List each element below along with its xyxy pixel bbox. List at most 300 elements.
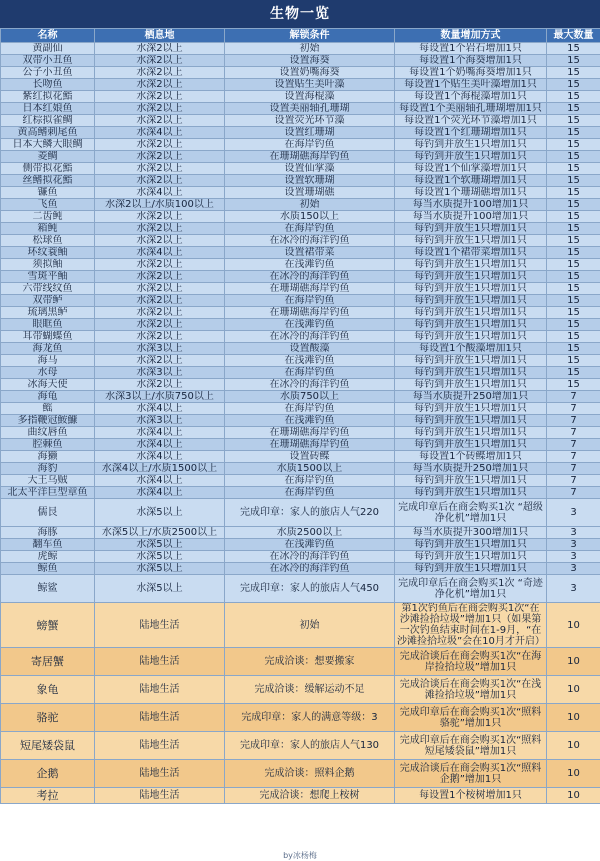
cell-unlock-condition: 设置红珊瑚 bbox=[225, 127, 395, 139]
table-row bbox=[1, 704, 600, 732]
cell-habitat: 水深2以上 bbox=[95, 91, 225, 103]
cell-unlock-condition: 在海岸钓鱼 bbox=[225, 475, 395, 487]
cell-unlock-condition: 完成洽谈：想爬上桉树 bbox=[225, 788, 395, 804]
cell-increase-method: 每钓到并放生1只增加1只 bbox=[395, 475, 547, 487]
cell-max-count: 3 bbox=[547, 575, 600, 603]
cell-unlock-condition: 完成洽谈：照料企鹅 bbox=[225, 760, 395, 788]
cell-habitat: 水深3以上 bbox=[95, 343, 225, 355]
cell-habitat: 水深2以上 bbox=[95, 271, 225, 283]
table-row bbox=[1, 115, 600, 127]
table-row bbox=[1, 211, 600, 223]
cell-unlock-condition: 设置荧光环节藻 bbox=[225, 115, 395, 127]
table-row bbox=[1, 223, 600, 235]
cell-habitat: 陆地生活 bbox=[95, 676, 225, 704]
cell-habitat: 水深2以上 bbox=[95, 259, 225, 271]
cell-unlock-condition: 在海岸钓鱼 bbox=[225, 367, 395, 379]
cell-increase-method: 完成印章后在商会购买1次“照料短尾矮袋鼠”增加1只 bbox=[395, 732, 547, 760]
author-credit: by冰杨梅 bbox=[0, 851, 600, 861]
cell-habitat: 水深2以上 bbox=[95, 103, 225, 115]
cell-name: 松球鱼 bbox=[1, 235, 95, 247]
cell-name: 鲸鱼 bbox=[1, 563, 95, 575]
cell-name: 雪斑平鲉 bbox=[1, 271, 95, 283]
cell-name: 多指鞭冠鮟鱇 bbox=[1, 415, 95, 427]
cell-unlock-condition: 水质750以上 bbox=[225, 391, 395, 403]
cell-habitat: 水深2以上 bbox=[95, 355, 225, 367]
cell-increase-method: 完成洽谈后在商会购买1次“在海岸捡拾垃圾”增加1只 bbox=[395, 648, 547, 676]
cell-habitat: 水深2以上 bbox=[95, 139, 225, 151]
cell-increase-method: 每设置1个海棍藻增加1只 bbox=[395, 91, 547, 103]
cell-increase-method: 每钓到并放生1只增加1只 bbox=[395, 151, 547, 163]
cell-unlock-condition: 在海岸钓鱼 bbox=[225, 403, 395, 415]
table-row bbox=[1, 175, 600, 187]
table-row bbox=[1, 551, 600, 563]
cell-name: 曲纹唇鱼 bbox=[1, 427, 95, 439]
table-row bbox=[1, 79, 600, 91]
cell-max-count: 3 bbox=[547, 499, 600, 527]
cell-max-count: 7 bbox=[547, 391, 600, 403]
cell-name: 骆驼 bbox=[1, 704, 95, 732]
cell-habitat: 水深2以上 bbox=[95, 319, 225, 331]
table-row bbox=[1, 127, 600, 139]
cell-habitat: 水深5以上 bbox=[95, 563, 225, 575]
cell-habitat: 水深4以上 bbox=[95, 487, 225, 499]
cell-name: 翻车鱼 bbox=[1, 539, 95, 551]
cell-habitat: 水深4以上 bbox=[95, 427, 225, 439]
table-row bbox=[1, 732, 600, 760]
cell-name: 海龙鱼 bbox=[1, 343, 95, 355]
cell-habitat: 水深5以上 bbox=[95, 551, 225, 563]
cell-increase-method: 完成印章后在商会购买1次 “奇迹净化机”增加1只 bbox=[395, 575, 547, 603]
cell-increase-method: 每设置1个奶嘴海葵增加1只 bbox=[395, 67, 547, 79]
table-row bbox=[1, 139, 600, 151]
cell-max-count: 15 bbox=[547, 115, 600, 127]
cell-increase-method: 第1次钓鱼后在商会购买1次“在沙滩捡拾垃圾”增加1只（如果第一次钓鱼结束时间在1-9月，“在沙滩捡拾垃圾”会在10月才开启） bbox=[395, 603, 547, 648]
table-row bbox=[1, 475, 600, 487]
cell-name: 菱鲷 bbox=[1, 151, 95, 163]
table-row bbox=[1, 271, 600, 283]
cell-max-count: 15 bbox=[547, 379, 600, 391]
cell-name: 耳带蝴蝶鱼 bbox=[1, 331, 95, 343]
cell-max-count: 10 bbox=[547, 603, 600, 648]
cell-habitat: 水深2以上 bbox=[95, 115, 225, 127]
page-title: 生物一览 bbox=[0, 0, 600, 28]
cell-increase-method: 每钓到并放生1只增加1只 bbox=[395, 235, 547, 247]
cell-habitat: 水深4以上 bbox=[95, 403, 225, 415]
cell-increase-method: 每钓到并放生1只增加1只 bbox=[395, 427, 547, 439]
cell-increase-method: 每钓到并放生1只增加1只 bbox=[395, 439, 547, 451]
cell-max-count: 15 bbox=[547, 235, 600, 247]
cell-unlock-condition: 水质150以上 bbox=[225, 211, 395, 223]
cell-name: 公子小丑鱼 bbox=[1, 67, 95, 79]
table-row bbox=[1, 67, 600, 79]
cell-max-count: 10 bbox=[547, 676, 600, 704]
cell-unlock-condition: 设置珊瑚礁 bbox=[225, 187, 395, 199]
cell-habitat: 水深2以上 bbox=[95, 163, 225, 175]
cell-max-count: 15 bbox=[547, 355, 600, 367]
table-row bbox=[1, 283, 600, 295]
cell-habitat: 水深5以上/水质2500以上 bbox=[95, 527, 225, 539]
cell-max-count: 7 bbox=[547, 487, 600, 499]
cell-increase-method: 每设置1个荧光环节藻增加1只 bbox=[395, 115, 547, 127]
cell-name: 冰海天使 bbox=[1, 379, 95, 391]
cell-unlock-condition: 在冰冷的海洋钓鱼 bbox=[225, 379, 395, 391]
cell-unlock-condition: 设置仙掌藻 bbox=[225, 163, 395, 175]
cell-max-count: 15 bbox=[547, 343, 600, 355]
cell-increase-method: 每当水质提升100增加1只 bbox=[395, 211, 547, 223]
table-row bbox=[1, 403, 600, 415]
cell-name: 海豚 bbox=[1, 527, 95, 539]
cell-increase-method: 每当水质提升100增加1只 bbox=[395, 199, 547, 211]
cell-increase-method: 每钓到并放生1只增加1只 bbox=[395, 223, 547, 235]
cell-habitat: 陆地生活 bbox=[95, 648, 225, 676]
cell-name: 虎鲸 bbox=[1, 551, 95, 563]
cell-max-count: 7 bbox=[547, 427, 600, 439]
cell-habitat: 水深2以上/水质100以上 bbox=[95, 199, 225, 211]
table-body bbox=[1, 43, 600, 804]
cell-habitat: 水深4以上 bbox=[95, 475, 225, 487]
cell-habitat: 水深2以上 bbox=[95, 151, 225, 163]
table-row bbox=[1, 319, 600, 331]
cell-unlock-condition: 初始 bbox=[225, 603, 395, 648]
cell-name: 镰鱼 bbox=[1, 187, 95, 199]
cell-name: 寄居蟹 bbox=[1, 648, 95, 676]
cell-increase-method: 完成印章后在商会购买1次“照料骆驼”增加1只 bbox=[395, 704, 547, 732]
cell-name: 海马 bbox=[1, 355, 95, 367]
cell-increase-method: 每设置1个海葵增加1只 bbox=[395, 55, 547, 67]
cell-increase-method: 每钓到并放生1只增加1只 bbox=[395, 379, 547, 391]
cell-increase-method: 每钓到并放生1只增加1只 bbox=[395, 487, 547, 499]
cell-habitat: 水深4以上 bbox=[95, 187, 225, 199]
cell-name: 长吻鱼 bbox=[1, 79, 95, 91]
cell-increase-method: 每钓到并放生1只增加1只 bbox=[395, 331, 547, 343]
cell-increase-method: 每钓到并放生1只增加1只 bbox=[395, 307, 547, 319]
cell-max-count: 15 bbox=[547, 307, 600, 319]
cell-unlock-condition: 在海岸钓鱼 bbox=[225, 223, 395, 235]
cell-max-count: 15 bbox=[547, 187, 600, 199]
table-row bbox=[1, 563, 600, 575]
table-row bbox=[1, 415, 600, 427]
cell-max-count: 15 bbox=[547, 331, 600, 343]
cell-habitat: 水深4以上 bbox=[95, 127, 225, 139]
table-row bbox=[1, 151, 600, 163]
cell-habitat: 水深3以上 bbox=[95, 415, 225, 427]
table-row bbox=[1, 379, 600, 391]
table-row bbox=[1, 648, 600, 676]
cell-max-count: 15 bbox=[547, 211, 600, 223]
cell-name: 大王乌贼 bbox=[1, 475, 95, 487]
cell-max-count: 10 bbox=[547, 788, 600, 804]
table-row bbox=[1, 163, 600, 175]
cell-increase-method: 每钓到并放生1只增加1只 bbox=[395, 283, 547, 295]
table-row bbox=[1, 55, 600, 67]
cell-unlock-condition: 设置奶嘴海葵 bbox=[225, 67, 395, 79]
table-row bbox=[1, 103, 600, 115]
cell-max-count: 10 bbox=[547, 732, 600, 760]
cell-name: 须拟鲉 bbox=[1, 259, 95, 271]
cell-habitat: 水深2以上 bbox=[95, 67, 225, 79]
table-row bbox=[1, 43, 600, 55]
table-row bbox=[1, 463, 600, 475]
cell-unlock-condition: 在珊瑚礁海岸钓鱼 bbox=[225, 283, 395, 295]
cell-habitat: 水深5以上 bbox=[95, 539, 225, 551]
cell-unlock-condition: 在冰冷的海洋钓鱼 bbox=[225, 331, 395, 343]
cell-unlock-condition: 设置美丽轴孔珊瑚 bbox=[225, 103, 395, 115]
creature-table bbox=[0, 28, 600, 804]
cell-max-count: 7 bbox=[547, 403, 600, 415]
cell-increase-method: 每设置1个砖鲽增加1只 bbox=[395, 451, 547, 463]
cell-habitat: 水深3以上 bbox=[95, 367, 225, 379]
cell-name: 丝鳍拟花鮨 bbox=[1, 175, 95, 187]
cell-max-count: 15 bbox=[547, 271, 600, 283]
cell-increase-method: 每当水质提升300增加1只 bbox=[395, 527, 547, 539]
cell-max-count: 15 bbox=[547, 43, 600, 55]
cell-unlock-condition: 设置砖鲽 bbox=[225, 451, 395, 463]
cell-max-count: 15 bbox=[547, 91, 600, 103]
cell-habitat: 水深4以上/水质1500以上 bbox=[95, 463, 225, 475]
table-row bbox=[1, 788, 600, 804]
cell-increase-method: 每设置1个美丽轴孔珊瑚增加1只 bbox=[395, 103, 547, 115]
cell-name: 水母 bbox=[1, 367, 95, 379]
table-row bbox=[1, 391, 600, 403]
cell-unlock-condition: 在珊瑚礁海岸钓鱼 bbox=[225, 439, 395, 451]
cell-habitat: 陆地生活 bbox=[95, 603, 225, 648]
cell-habitat: 陆地生活 bbox=[95, 788, 225, 804]
cell-name: 腔棘鱼 bbox=[1, 439, 95, 451]
cell-max-count: 7 bbox=[547, 451, 600, 463]
cell-max-count: 15 bbox=[547, 223, 600, 235]
table-row bbox=[1, 527, 600, 539]
cell-max-count: 10 bbox=[547, 648, 600, 676]
cell-unlock-condition: 设置酸藻 bbox=[225, 343, 395, 355]
cell-max-count: 15 bbox=[547, 295, 600, 307]
cell-max-count: 10 bbox=[547, 760, 600, 788]
cell-unlock-condition: 水质2500以上 bbox=[225, 527, 395, 539]
cell-max-count: 15 bbox=[547, 151, 600, 163]
table-row bbox=[1, 235, 600, 247]
cell-name: 企鹅 bbox=[1, 760, 95, 788]
cell-habitat: 陆地生活 bbox=[95, 704, 225, 732]
table-row bbox=[1, 760, 600, 788]
cell-max-count: 7 bbox=[547, 475, 600, 487]
cell-unlock-condition: 完成印章：家人的旅店人气450 bbox=[225, 575, 395, 603]
cell-name: 琉璃黑鲈 bbox=[1, 307, 95, 319]
cell-max-count: 15 bbox=[547, 247, 600, 259]
cell-habitat: 水深4以上 bbox=[95, 451, 225, 463]
table-row bbox=[1, 427, 600, 439]
table-row bbox=[1, 575, 600, 603]
cell-unlock-condition: 水质1500以上 bbox=[225, 463, 395, 475]
table-row bbox=[1, 487, 600, 499]
table-row bbox=[1, 259, 600, 271]
cell-name: 双带鲈 bbox=[1, 295, 95, 307]
cell-name: 海獭 bbox=[1, 451, 95, 463]
cell-habitat: 水深5以上 bbox=[95, 575, 225, 603]
cell-increase-method: 每设置1个裙带菜增加1只 bbox=[395, 247, 547, 259]
cell-max-count: 15 bbox=[547, 103, 600, 115]
cell-unlock-condition: 在浅滩钓鱼 bbox=[225, 319, 395, 331]
cell-habitat: 水深2以上 bbox=[95, 235, 225, 247]
header-max-count: 最大数量 bbox=[547, 29, 600, 43]
cell-name: 象龟 bbox=[1, 676, 95, 704]
cell-unlock-condition: 在冰冷的海洋钓鱼 bbox=[225, 551, 395, 563]
cell-name: 鳐 bbox=[1, 403, 95, 415]
cell-unlock-condition: 设置贴生美叶藻 bbox=[225, 79, 395, 91]
cell-unlock-condition: 在浅滩钓鱼 bbox=[225, 539, 395, 551]
cell-increase-method: 完成洽谈后在商会购买1次“照料企鹅”增加1只 bbox=[395, 760, 547, 788]
cell-name: 鲸鲨 bbox=[1, 575, 95, 603]
cell-max-count: 3 bbox=[547, 527, 600, 539]
cell-increase-method: 每设置1个贴生美叶藻增加1只 bbox=[395, 79, 547, 91]
cell-increase-method: 每钓到并放生1只增加1只 bbox=[395, 551, 547, 563]
cell-habitat: 水深2以上 bbox=[95, 379, 225, 391]
cell-name: 日本红娘鱼 bbox=[1, 103, 95, 115]
cell-unlock-condition: 初始 bbox=[225, 199, 395, 211]
cell-increase-method: 每钓到并放生1只增加1只 bbox=[395, 355, 547, 367]
cell-name: 螃蟹 bbox=[1, 603, 95, 648]
cell-unlock-condition: 在冰冷的海洋钓鱼 bbox=[225, 235, 395, 247]
cell-name: 眼眶鱼 bbox=[1, 319, 95, 331]
header-increase-method: 数量增加方式 bbox=[395, 29, 547, 43]
table-row bbox=[1, 343, 600, 355]
table-row bbox=[1, 307, 600, 319]
cell-max-count: 15 bbox=[547, 127, 600, 139]
cell-unlock-condition: 完成印章：家人的满意等级：3 bbox=[225, 704, 395, 732]
cell-max-count: 15 bbox=[547, 259, 600, 271]
cell-habitat: 水深2以上 bbox=[95, 211, 225, 223]
cell-unlock-condition: 设置海棍藻 bbox=[225, 91, 395, 103]
cell-unlock-condition: 在海岸钓鱼 bbox=[225, 139, 395, 151]
cell-increase-method: 每钓到并放生1只增加1只 bbox=[395, 403, 547, 415]
table-row bbox=[1, 331, 600, 343]
cell-habitat: 水深2以上 bbox=[95, 307, 225, 319]
cell-increase-method: 每钓到并放生1只增加1只 bbox=[395, 259, 547, 271]
cell-name: 北太平洋巨型章鱼 bbox=[1, 487, 95, 499]
cell-increase-method: 完成印章后在商会购买1次 “超级净化机”增加1只 bbox=[395, 499, 547, 527]
table-row bbox=[1, 295, 600, 307]
cell-max-count: 15 bbox=[547, 55, 600, 67]
table-row bbox=[1, 199, 600, 211]
cell-max-count: 15 bbox=[547, 199, 600, 211]
cell-increase-method: 每设置1个桉树增加1只 bbox=[395, 788, 547, 804]
cell-increase-method: 每设置1个红珊瑚增加1只 bbox=[395, 127, 547, 139]
cell-unlock-condition: 设置海葵 bbox=[225, 55, 395, 67]
cell-habitat: 水深2以上 bbox=[95, 283, 225, 295]
header-name: 名称 bbox=[1, 29, 95, 43]
cell-increase-method: 每钓到并放生1只增加1只 bbox=[395, 367, 547, 379]
cell-increase-method: 每钓到并放生1只增加1只 bbox=[395, 139, 547, 151]
cell-unlock-condition: 在珊瑚礁海岸钓鱼 bbox=[225, 307, 395, 319]
cell-habitat: 水深2以上 bbox=[95, 175, 225, 187]
cell-max-count: 15 bbox=[547, 163, 600, 175]
table-row bbox=[1, 676, 600, 704]
cell-habitat: 陆地生活 bbox=[95, 760, 225, 788]
table-row bbox=[1, 451, 600, 463]
cell-name: 二齿鲀 bbox=[1, 211, 95, 223]
table-row bbox=[1, 91, 600, 103]
cell-name: 海豹 bbox=[1, 463, 95, 475]
cell-max-count: 15 bbox=[547, 283, 600, 295]
cell-unlock-condition: 初始 bbox=[225, 43, 395, 55]
table-row bbox=[1, 355, 600, 367]
cell-max-count: 15 bbox=[547, 319, 600, 331]
cell-max-count: 15 bbox=[547, 175, 600, 187]
cell-increase-method: 每当水质提升250增加1只 bbox=[395, 391, 547, 403]
cell-unlock-condition: 完成洽谈：缓解运动不足 bbox=[225, 676, 395, 704]
cell-unlock-condition: 在浅滩钓鱼 bbox=[225, 355, 395, 367]
header-unlock-condition: 解锁条件 bbox=[225, 29, 395, 43]
cell-name: 双带小丑鱼 bbox=[1, 55, 95, 67]
cell-increase-method: 每钓到并放生1只增加1只 bbox=[395, 563, 547, 575]
cell-name: 六带线纹鱼 bbox=[1, 283, 95, 295]
cell-increase-method: 每设置1个岩石增加1只 bbox=[395, 43, 547, 55]
cell-increase-method: 每当水质提升250增加1只 bbox=[395, 463, 547, 475]
cell-increase-method: 每钓到并放生1只增加1只 bbox=[395, 319, 547, 331]
cell-unlock-condition: 在海岸钓鱼 bbox=[225, 295, 395, 307]
cell-unlock-condition: 在浅滩钓鱼 bbox=[225, 415, 395, 427]
cell-increase-method: 每设置1个仙掌藻增加1只 bbox=[395, 163, 547, 175]
table-row bbox=[1, 439, 600, 451]
cell-max-count: 7 bbox=[547, 439, 600, 451]
header-habitat: 栖息地 bbox=[95, 29, 225, 43]
cell-unlock-condition: 设置裙带菜 bbox=[225, 247, 395, 259]
cell-max-count: 15 bbox=[547, 79, 600, 91]
cell-unlock-condition: 在浅滩钓鱼 bbox=[225, 259, 395, 271]
cell-increase-method: 完成洽谈后在商会购买1次“在浅滩捡拾垃圾”增加1只 bbox=[395, 676, 547, 704]
cell-unlock-condition: 在珊瑚礁海岸钓鱼 bbox=[225, 427, 395, 439]
cell-unlock-condition: 完成洽谈：想要搬家 bbox=[225, 648, 395, 676]
cell-name: 侧带拟花鮨 bbox=[1, 163, 95, 175]
cell-habitat: 水深2以上 bbox=[95, 331, 225, 343]
table-row bbox=[1, 247, 600, 259]
table-row bbox=[1, 603, 600, 648]
cell-increase-method: 每钓到并放生1只增加1只 bbox=[395, 415, 547, 427]
cell-unlock-condition: 完成印章：家人的旅店人气220 bbox=[225, 499, 395, 527]
cell-habitat: 水深2以上 bbox=[95, 79, 225, 91]
cell-unlock-condition: 在冰冷的海洋钓鱼 bbox=[225, 271, 395, 283]
cell-name: 黄高鳍刺尾鱼 bbox=[1, 127, 95, 139]
cell-increase-method: 每设置1个酸藻增加1只 bbox=[395, 343, 547, 355]
cell-habitat: 水深2以上 bbox=[95, 55, 225, 67]
table-row bbox=[1, 187, 600, 199]
table-row bbox=[1, 539, 600, 551]
cell-habitat: 水深4以上 bbox=[95, 247, 225, 259]
cell-name: 考拉 bbox=[1, 788, 95, 804]
cell-name: 紫红拟花鮨 bbox=[1, 91, 95, 103]
cell-habitat: 水深2以上 bbox=[95, 223, 225, 235]
cell-max-count: 3 bbox=[547, 563, 600, 575]
cell-increase-method: 每钓到并放生1只增加1只 bbox=[395, 295, 547, 307]
cell-name: 飞鱼 bbox=[1, 199, 95, 211]
cell-habitat: 水深3以上/水质750以上 bbox=[95, 391, 225, 403]
cell-unlock-condition: 在珊瑚礁海岸钓鱼 bbox=[225, 151, 395, 163]
cell-max-count: 3 bbox=[547, 551, 600, 563]
cell-increase-method: 每钓到并放生1只增加1只 bbox=[395, 271, 547, 283]
table-row bbox=[1, 367, 600, 379]
cell-max-count: 7 bbox=[547, 463, 600, 475]
cell-max-count: 3 bbox=[547, 539, 600, 551]
cell-max-count: 15 bbox=[547, 139, 600, 151]
cell-increase-method: 每设置1个珊瑚礁增加1只 bbox=[395, 187, 547, 199]
cell-name: 日本大鳞大眼鲷 bbox=[1, 139, 95, 151]
cell-name: 环纹蓑鲉 bbox=[1, 247, 95, 259]
cell-name: 海龟 bbox=[1, 391, 95, 403]
cell-name: 黄副仙 bbox=[1, 43, 95, 55]
table-row bbox=[1, 499, 600, 527]
cell-name: 箱鲀 bbox=[1, 223, 95, 235]
cell-habitat: 水深2以上 bbox=[95, 295, 225, 307]
cell-unlock-condition: 完成印章：家人的旅店人气130 bbox=[225, 732, 395, 760]
cell-max-count: 15 bbox=[547, 67, 600, 79]
